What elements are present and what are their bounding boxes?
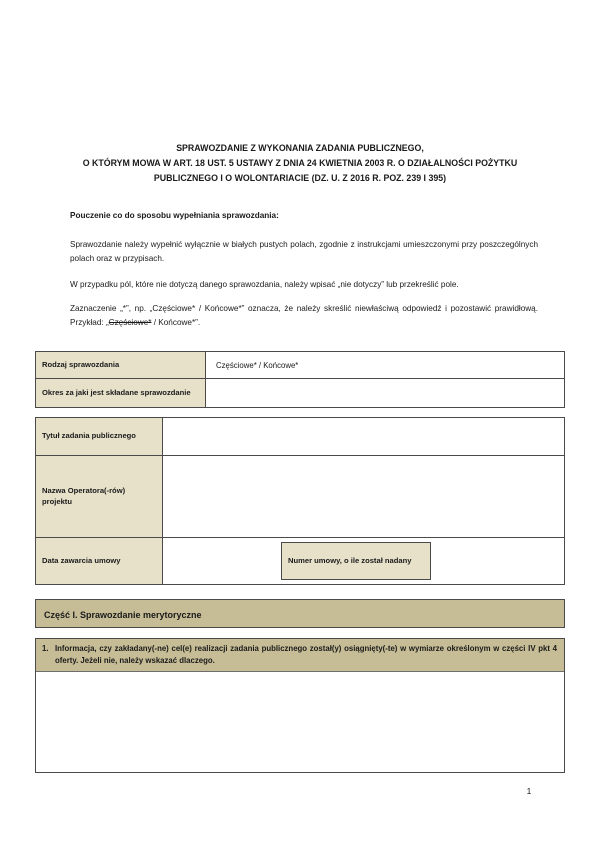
- report-type-row: [36, 352, 564, 379]
- part1-item1: [35, 638, 565, 773]
- report-period-label: Okres za jaki jest składane sprawozdanie: [36, 379, 206, 407]
- agreement-row: [36, 538, 564, 584]
- agreement-number-input[interactable]: [431, 538, 564, 584]
- page-number: 1: [526, 786, 532, 796]
- report-period-input[interactable]: [206, 379, 564, 407]
- part1-header: Część I. Sprawozdanie merytoryczne: [35, 599, 565, 628]
- report-period-row: [36, 379, 564, 407]
- agreement-number-label: Numer umowy, o ile został nadany: [281, 542, 431, 580]
- item1-answer-box[interactable]: [36, 672, 564, 772]
- operator-name-label: Nazwa Operatora(-rów) projektu: [36, 456, 163, 537]
- agreement-number-label-cell: [281, 538, 431, 584]
- item1-text: Informacja, czy zakładany(-ne) cel(e) realizacji zadania publicznego został(y) osiągnięty(-te) w wymiarze określonym w części IV pkt 4 oferty. Jeżeli nie, należy wskazać dlaczego.: [55, 644, 557, 665]
- instruction-paragraph-2: W przypadku pól, które nie dotyczą danego sprawozdania, należy wpisać „nie dotyczy” lub przekreślić pole.: [70, 280, 459, 289]
- report-type-value[interactable]: Częściowe* / Końcowe*: [206, 352, 564, 378]
- document-title-line3: PUBLICZNEGO I O WOLONTARIACIE (DZ. U. Z 2016 R. POZ. 239 I 395): [153, 173, 447, 183]
- agreement-date-input[interactable]: [163, 538, 281, 584]
- document-title: [0, 141, 600, 186]
- part1-item1-question: [36, 639, 564, 672]
- item1-number: 1.: [42, 644, 49, 653]
- instruction-paragraph-3-struck-example: Częściowe*: [108, 317, 152, 327]
- instruction-paragraph-3: [70, 302, 538, 329]
- instruction-paragraph-1: Sprawozdanie należy wypełnić wyłącznie w białych pustych polach, zgodnie z instrukcjami umieszczonymi przy poszczególnych polach oraz w przypisach.: [70, 240, 538, 263]
- task-title-row: [36, 418, 564, 456]
- report-type-label: Rodzaj sprawozdania: [36, 352, 206, 378]
- instruction-paragraph-3-after: / Końcowe*”.: [151, 317, 201, 327]
- document-title-line2: O KTÓRYM MOWA W ART. 18 UST. 5 USTAWY Z DNIA 24 KWIETNIA 2003 R. O DZIAŁALNOŚCI POŻYTKU: [82, 158, 518, 168]
- task-info-table: [35, 417, 565, 585]
- operator-name-row: [36, 456, 564, 538]
- operator-name-input[interactable]: [163, 456, 564, 537]
- instructions-heading: Pouczenie co do sposobu wypełniania sprawozdania:: [70, 211, 279, 220]
- report-type-table: [35, 351, 565, 408]
- agreement-date-label: Data zawarcia umowy: [36, 538, 163, 584]
- instruction-paragraph-3-before: Zaznaczenie „*”, np. „Częściowe* / Końcowe*” oznacza, że należy skreślić niewłaściwą odpowiedź i pozostawić prawidłową. Przykład: „: [70, 304, 538, 327]
- task-title-label: Tytuł zadania publicznego: [36, 418, 163, 455]
- document-title-line1: SPRAWOZDANIE Z WYKONANIA ZADANIA PUBLICZNEGO,: [176, 143, 424, 153]
- task-title-input[interactable]: [163, 418, 564, 455]
